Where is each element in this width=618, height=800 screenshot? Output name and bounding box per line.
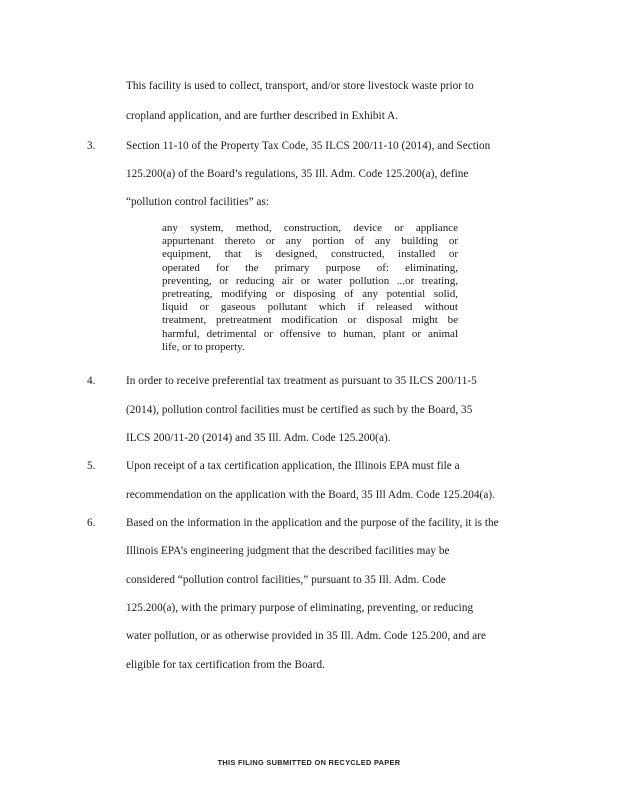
paragraph-6-line-1: Based on the information in the application and the purpose of the facility, it is the bbox=[126, 517, 499, 529]
intro-line-2: cropland application, and are further described in Exhibit A. bbox=[126, 110, 399, 122]
paragraph-3-line-3: “pollution control facilities” as: bbox=[126, 196, 270, 208]
paragraph-3-line-2: 125.200(a) of the Board’s regulations, 35 Ill. Adm. Code 125.200(a), define bbox=[126, 168, 469, 180]
paragraph-4-line-2: (2014), pollution control facilities must be certified as such by the Board, 35 bbox=[126, 404, 473, 416]
paragraph-4-number: 4. bbox=[87, 375, 96, 387]
paragraph-5-line-1: Upon receipt of a tax certification application, the Illinois EPA must file a bbox=[126, 460, 460, 472]
paragraph-4-line-1: In order to receive preferential tax treatment as pursuant to 35 ILCS 200/11-5 bbox=[126, 375, 477, 387]
quote-line: treatment, pretreatment modification or disposal might be bbox=[162, 314, 458, 327]
paragraph-5-line-2: recommendation on the application with the Board, 35 Ill Adm. Code 125.204(a). bbox=[126, 489, 495, 501]
paragraph-3-line-1: Section 11-10 of the Property Tax Code, 35 ILCS 200/11-10 (2014), and Section bbox=[126, 140, 491, 152]
quote-line: harmful, detrimental or offensive to human, plant or animal bbox=[162, 327, 458, 340]
paragraph-4-line-3: ILCS 200/11-20 (2014) and 35 Ill. Adm. Code 125.200(a). bbox=[126, 432, 391, 444]
quote-line: any system, method, construction, device or appliance bbox=[162, 222, 458, 234]
recycled-paper-footer: THIS FILING SUBMITTED ON RECYCLED PAPER bbox=[217, 758, 401, 767]
paragraph-6-line-3: considered “pollution control facilities,” pursuant to 35 Ill. Adm. Code bbox=[126, 574, 446, 586]
paragraph-6-number: 6. bbox=[87, 517, 96, 529]
quote-line: pretreating, modifying or disposing of any potential solid, bbox=[162, 287, 458, 300]
quote-line: appurtenant thereto or any portion of any building or bbox=[162, 235, 458, 248]
quote-line: equipment, that is designed, constructed, installed or bbox=[162, 248, 458, 261]
paragraph-6-line-4: 125.200(a), with the primary purpose of eliminating, preventing, or reducing bbox=[126, 602, 474, 614]
quote-line: liquid or gaseous pollutant which if released without bbox=[162, 301, 458, 314]
quote-line: operated for the primary purpose of: eliminating, bbox=[162, 261, 458, 274]
paragraph-6-line-6: eligible for tax certification from the Board. bbox=[126, 659, 325, 671]
paragraph-6-line-5: water pollution, or as otherwise provided in 35 Ill. Adm. Code 125.200, and are bbox=[126, 630, 487, 642]
paragraph-5-number: 5. bbox=[87, 460, 96, 472]
quote-line: preventing, or reducing air or water pollution ...or treating, bbox=[162, 274, 458, 287]
quote-line: life, or to property. bbox=[162, 340, 245, 353]
paragraph-6-line-2: Illinois EPA’s engineering judgment that the described facilities may be bbox=[126, 545, 450, 557]
block-quote bbox=[162, 222, 458, 354]
paragraph-3-number: 3. bbox=[87, 140, 96, 152]
intro-line-1: This facility is used to collect, transport, and/or store livestock waste prior to bbox=[126, 80, 474, 92]
